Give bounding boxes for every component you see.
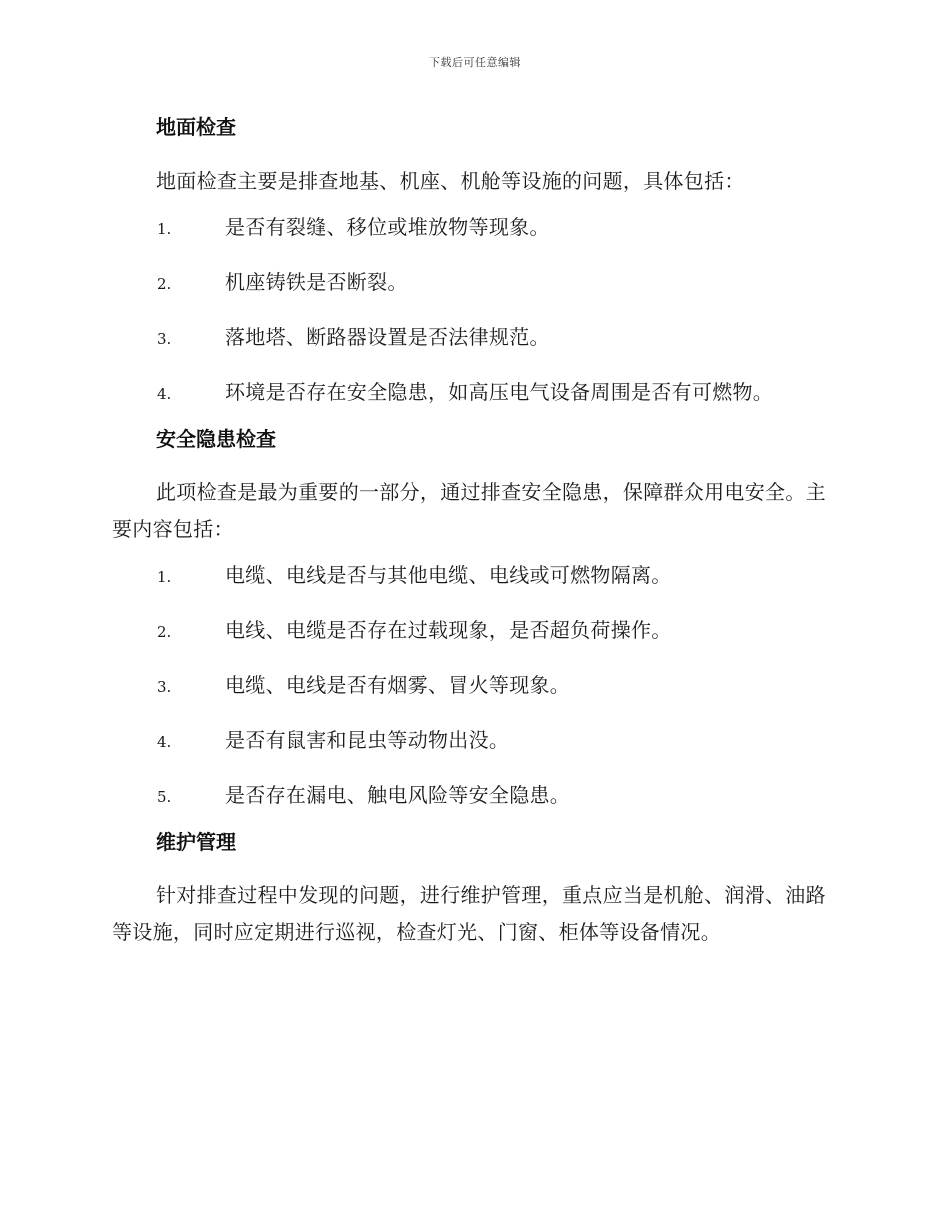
list-item-number: 1. [157, 568, 172, 586]
list-item [112, 713, 832, 768]
safety-hazard-list [112, 548, 832, 823]
list-item-text: 是否有鼠害和昆虫等动物出没。 [225, 728, 510, 752]
list-item [112, 658, 832, 713]
list-item-text: 电缆、电线是否与其他电缆、电线或可燃物隔离。 [225, 563, 672, 587]
section-intro-safety-hazard-inspection: 此项检查是最为重要的一部分，通过排查安全隐患，保障群众用电安全。主要内容包括： [112, 480, 826, 541]
list-item-number: 5. [157, 788, 172, 806]
section-heading-maintenance-management: 维护管理 [156, 830, 236, 854]
ground-inspection-list [112, 200, 832, 420]
list-item-number: 4. [157, 385, 172, 403]
list-item-text: 是否有裂缝、移位或堆放物等现象。 [225, 215, 550, 239]
list-item-number: 3. [157, 678, 172, 696]
list-item-text: 机座铸铁是否断裂。 [225, 270, 408, 294]
list-item [112, 603, 832, 658]
document-body [112, 108, 832, 951]
list-item [112, 200, 832, 255]
list-item-text: 环境是否存在安全隐患，如高压电气设备周围是否有可燃物。 [225, 380, 774, 404]
list-item [112, 255, 832, 310]
list-item-number: 3. [157, 330, 172, 348]
list-item-text: 电缆、电线是否有烟雾、冒火等现象。 [225, 673, 571, 697]
list-item-number: 2. [157, 275, 172, 293]
section-intro-ground-inspection: 地面检查主要是排查地基、机座、机舱等设施的问题，具体包括： [156, 169, 745, 193]
list-item [112, 768, 832, 823]
list-item [112, 548, 832, 603]
list-item-text: 电线、电缆是否存在过载现象，是否超负荷操作。 [225, 618, 672, 642]
section-heading-safety-hazard-inspection: 安全隐患检查 [156, 427, 276, 451]
list-item [112, 365, 832, 420]
list-item [112, 310, 832, 365]
list-item-number: 1. [157, 220, 172, 238]
list-item-text: 落地塔、断路器设置是否法律规范。 [225, 325, 550, 349]
list-item-text: 是否存在漏电、触电风险等安全隐患。 [225, 783, 571, 807]
header-note: 下载后可任意编辑 [429, 56, 521, 69]
list-item-number: 4. [157, 733, 172, 751]
section-body-maintenance-management: 针对排查过程中发现的问题，进行维护管理，重点应当是机舱、润滑、油路等设施，同时应定期进行巡视，检查灯光、门窗、柜体等设备情况。 [112, 883, 826, 944]
section-heading-ground-inspection: 地面检查 [156, 115, 236, 139]
list-item-number: 2. [157, 623, 172, 641]
